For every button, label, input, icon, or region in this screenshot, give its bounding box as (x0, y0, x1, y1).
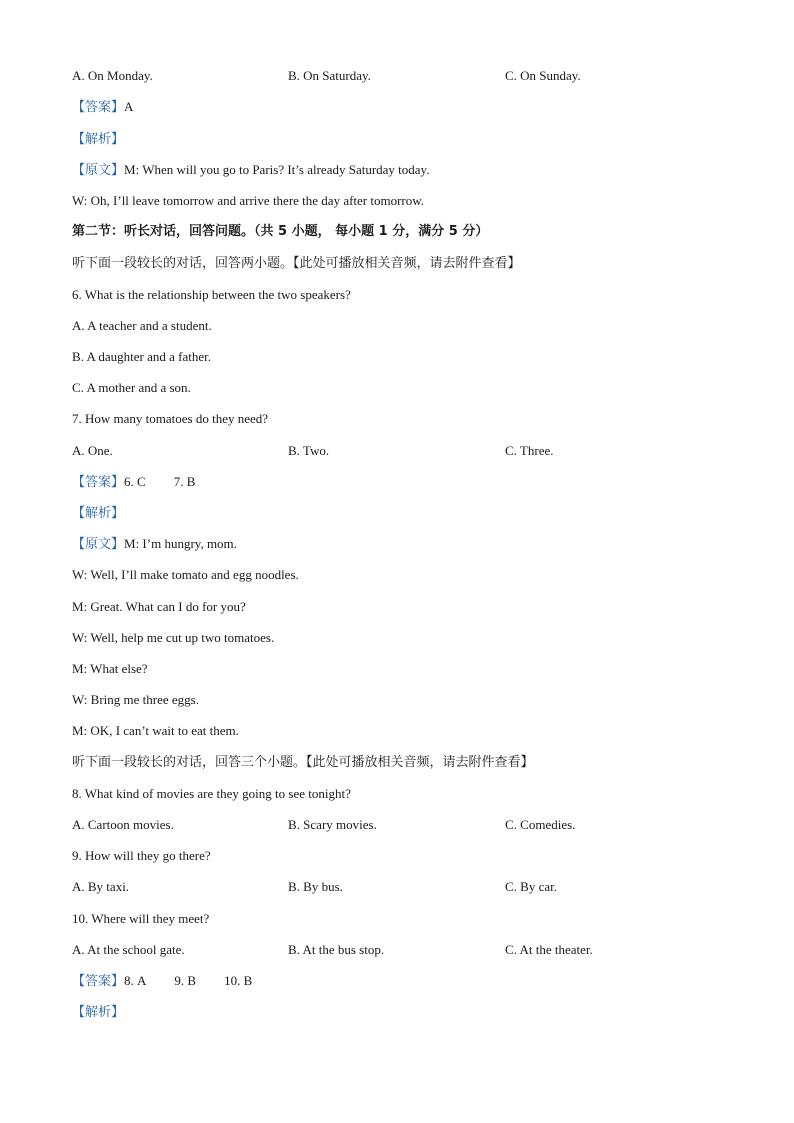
analysis-tag: 【解析】 (72, 506, 125, 521)
q9-option-b: B. By bus. (288, 879, 343, 894)
q5-analysis-line (72, 131, 124, 148)
q8-option-c: C. Comedies. (505, 817, 576, 832)
q6-question: 6. What is the relationship between the two speakers? (72, 287, 351, 302)
q7-option-a: A. One. (72, 443, 113, 458)
dialog1-transcript-line-7: M: OK, I can’t wait to eat them. (72, 723, 239, 738)
dialog2-instruction: 听下面一段较长的对话，回答三个小题。【此处可播放相关音频，请去附件查看】 (72, 755, 534, 770)
q9-option-c: C. By car. (505, 879, 557, 894)
analysis-8-10-line (72, 1004, 124, 1021)
dialog1-transcript-line-6: W: Bring me three eggs. (72, 692, 199, 707)
transcript-text: M: When will you go to Paris? It’s already Saturday today. (124, 162, 430, 177)
q5-option-a: A. On Monday. (72, 68, 153, 83)
q9-question: 9. How will they go there? (72, 848, 211, 863)
answer-10: 10. B (224, 973, 253, 988)
q8-option-a: A. Cartoon movies. (72, 817, 174, 832)
answer-6: 6. C (124, 474, 146, 489)
q10-question: 10. Where will they meet? (72, 911, 210, 926)
q10-option-c: C. At the theater. (505, 942, 593, 957)
answer-9: 9. B (174, 973, 197, 988)
answers-6-7-line (72, 474, 195, 491)
analysis-tag: 【解析】 (72, 1005, 125, 1020)
q10-option-a: A. At the school gate. (72, 942, 185, 957)
answer-7: 7. B (173, 474, 196, 489)
answer-tag: 【答案】 (72, 475, 125, 490)
q6-option-b: B. A daughter and a father. (72, 349, 211, 364)
q5-option-c: C. On Sunday. (505, 68, 581, 83)
q5-answer: A (124, 99, 134, 114)
transcript-text: M: I’m hungry, mom. (124, 536, 237, 551)
original-tag: 【原文】 (72, 163, 125, 178)
q7-option-c: C. Three. (505, 443, 554, 458)
answer-8: 8. A (124, 973, 147, 988)
original-tag: 【原文】 (72, 537, 125, 552)
dialog1-transcript-line-5: M: What else? (72, 661, 148, 676)
q5-transcript-line-1 (72, 162, 429, 179)
answer-tag: 【答案】 (72, 100, 125, 115)
dialog1-transcript-line-1 (72, 536, 237, 553)
q5-option-b: B. On Saturday. (288, 68, 371, 83)
analysis-tag: 【解析】 (72, 132, 125, 147)
dialog1-instruction: 听下面一段较长的对话，回答两小题。【此处可播放相关音频，请去附件查看】 (72, 256, 521, 271)
q7-option-b: B. Two. (288, 443, 330, 458)
q9-option-a: A. By taxi. (72, 879, 130, 894)
q8-option-b: B. Scary movies. (288, 817, 377, 832)
q5-answer-line (72, 99, 133, 116)
q8-question: 8. What kind of movies are they going to see tonight? (72, 786, 351, 801)
section-heading: 第二节：听长对话，回答问题。（共 5 小题， 每小题 1 分，满分 5 分） (72, 224, 489, 239)
q5-transcript-line-2: W: Oh, I’ll leave tomorrow and arrive there the day after tomorrow. (72, 193, 425, 208)
dialog1-transcript-line-2: W: Well, I’ll make tomato and egg noodles. (72, 567, 299, 582)
answers-8-10-line (72, 973, 252, 990)
q7-question: 7. How many tomatoes do they need? (72, 411, 269, 426)
answer-tag: 【答案】 (72, 974, 125, 989)
q6-option-c: C. A mother and a son. (72, 380, 191, 395)
q6-option-a: A. A teacher and a student. (72, 318, 212, 333)
dialog1-transcript-line-4: W: Well, help me cut up two tomatoes. (72, 630, 275, 645)
q10-option-b: B. At the bus stop. (288, 942, 385, 957)
analysis-6-7-line (72, 505, 124, 522)
dialog1-transcript-line-3: M: Great. What can I do for you? (72, 599, 246, 614)
